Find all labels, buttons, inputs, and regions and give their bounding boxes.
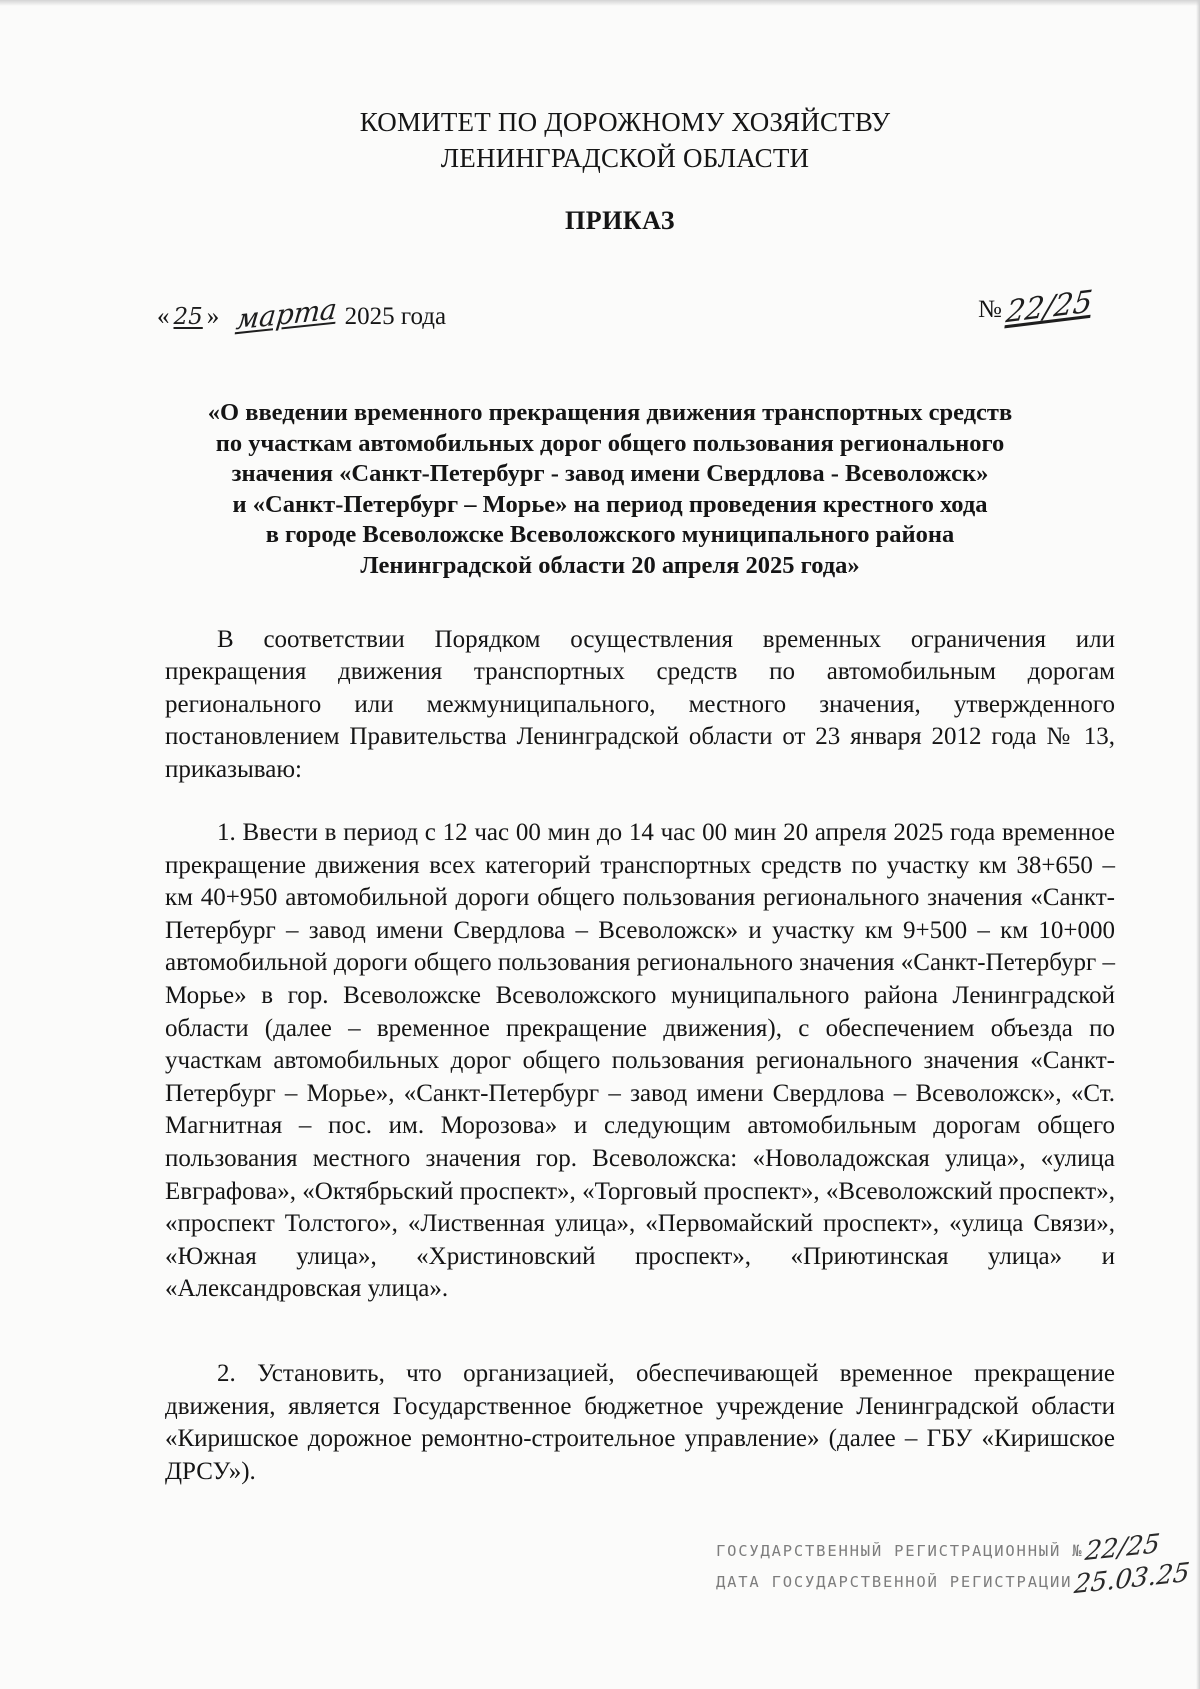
registration-date-handwritten: 25.03.25 — [1072, 1557, 1192, 1601]
date-close-quote: » — [206, 303, 220, 330]
issuer-header — [300, 104, 950, 176]
registration-date-label: ДАТА ГОСУДАРСТВЕННОЙ РЕГИСТРАЦИИ — [716, 1573, 1073, 1591]
registration-number-label: ГОСУДАРСТВЕННЫЙ РЕГИСТРАЦИОННЫЙ № — [716, 1542, 1084, 1560]
scan-edge-right — [1196, 0, 1200, 1689]
order-date — [157, 292, 447, 337]
order-title — [140, 398, 1080, 581]
registration-number-handwritten: 22/25 — [1083, 1528, 1162, 1568]
date-year: 2025 года — [344, 303, 447, 330]
date-month-handwritten: марта — [234, 292, 339, 337]
title-line: значения «Санкт-Петербург - завод имени Свердлова - Всеволожск» — [231, 460, 989, 487]
order-number — [978, 284, 1095, 331]
preamble-text: В соответствии Порядком осуществления временных ограничения или прекращения движения транспортных средств по автомобильным дорогам регионального или межмуниципального, местного значения, утвержденного постановлением Правительства Ленинградской области от 23 января 2012 года № 13, приказываю: — [165, 626, 1115, 783]
title-line: «О введении временного прекращения движения транспортных средств — [207, 399, 1013, 426]
order-item-text: 2. Установить, что организацией, обеспечивающей временное прекращение движения, является Государственное бюджетное учреждение Ленинградской области «Киришское дорожное ремонтно-строительное управление» (далее – ГБУ «Киришское ДРСУ»). — [165, 1360, 1115, 1485]
number-prefix: № — [978, 296, 1002, 323]
title-line: по участкам автомобильных дорог общего пользования регионального — [215, 429, 1005, 457]
registration-date-row — [716, 1557, 1192, 1601]
date-open-quote: « — [157, 303, 170, 330]
scan-edge-top — [0, 0, 1200, 6]
order-item-1 — [165, 817, 1115, 1306]
document-type: ПРИКАЗ — [564, 206, 676, 235]
registration-number-row — [716, 1528, 1190, 1568]
preamble-paragraph — [165, 624, 1115, 786]
title-line: и «Санкт-Петербург – Морье» на период проведения крестного хода — [232, 490, 988, 518]
issuer-line-2: ЛЕНИНГРАДСКОЙ ОБЛАСТИ — [440, 143, 810, 173]
order-item-text: 1. Ввести в период с 12 час 00 мин до 14 час 00 мин 20 апреля 2025 года временное прекращение движения всех категорий транспортных средств по участку км 38+650 – км 40+950 автомобильной дороги общего пользования регионального значения «Санкт-Петербург – завод имени Свердлова – Всеволожск» и участку км 9+500 – км 10+000 автомобильной дороги общего пользования регионального значения «Санкт-Петербург – Морье» в гор. Всеволожске Всеволожского муниципального района Ленинградской области (далее – временное прекращение движения), с обеспечением объезда по участкам автомобильных дорог общего пользования регионального значения «Санкт-Петербург – Морье», «Санкт-Петербург – завод имени Свердлова – Всеволожск», «Ст. Магнитная – пос. им. Морозова» и следующим автомобильным дорогам общего пользования местного значения гор. Всеволожска: «Новоладожская улица», «улица Евграфова», «Октябрьский проспект», «Торговый проспект», «Всеволожский проспект», «проспект Толстого», «Лиственная улица», «Первомайский проспект», «улица Связи», «Южная улица», «Христиновский проспект», «Приютинская улица» и «Александровская улица». — [165, 819, 1115, 1303]
date-day-handwritten: 25 — [173, 304, 203, 330]
order-item-2 — [165, 1358, 1115, 1488]
registration-stamp — [716, 1528, 1192, 1601]
title-line: Ленинградской области 20 апреля 2025 года» — [360, 551, 860, 579]
title-line: в городе Всеволожске Всеволожского муниципального района — [265, 521, 955, 548]
issuer-line-1: КОМИТЕТ ПО ДОРОЖНОМУ ХОЗЯЙСТВУ — [359, 107, 891, 137]
number-handwritten: 22/25 — [1003, 284, 1095, 331]
